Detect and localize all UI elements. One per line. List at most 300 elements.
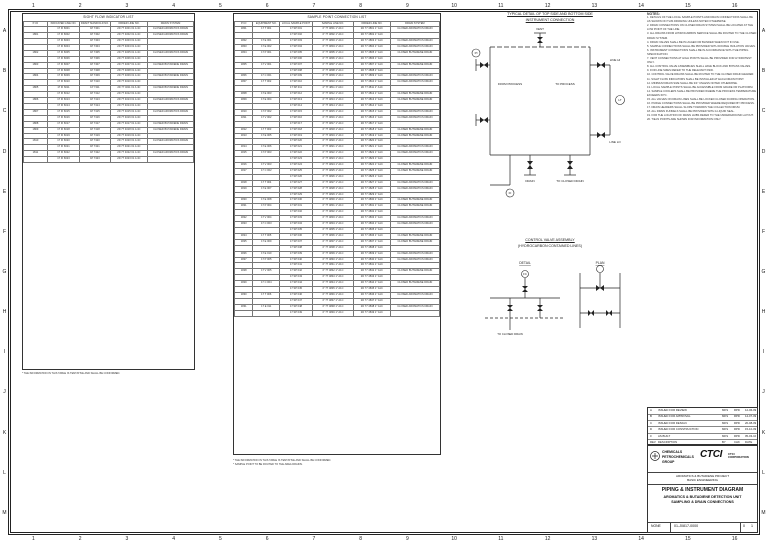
table-cell: CLOSED BUTADIENE DRAIN bbox=[390, 50, 439, 56]
table-cell: CLOSED AROMATICS DRAIN bbox=[390, 74, 439, 80]
table-title: SIGHT FLOW INDICATOR LIST bbox=[23, 14, 194, 22]
table-cell: 17 FI 6013 bbox=[47, 98, 79, 104]
note-item: 19. FOR THE LOCATION OF DRAIN HUBS REFER TO THE UNDERGROUND LAYOUT. bbox=[647, 114, 754, 118]
table-cell: CLOSED AROMATICS DRAIN bbox=[390, 115, 439, 121]
table-row bbox=[235, 186, 440, 192]
table-cell: 2D 77 4808 1" A1C bbox=[353, 68, 390, 74]
table-cell: 1P 7414 bbox=[80, 103, 111, 109]
table-cell bbox=[235, 310, 253, 316]
table-cell: 2D 77 4823 1" A1C bbox=[353, 157, 390, 163]
table-cell: 17 SP 029 bbox=[280, 192, 313, 198]
row-marker: D bbox=[761, 148, 766, 155]
revision-number: 0 bbox=[743, 524, 745, 528]
table-cell: 17 SP 038 bbox=[280, 245, 313, 251]
table-cell: 17 SP 030 bbox=[280, 198, 313, 204]
table-cell: 17 V 005 bbox=[253, 269, 280, 275]
table-cell: 2D 77 4841 1" A1C bbox=[353, 263, 390, 269]
note-item: 13. LOCAL SAMPLE POINTS SHALL BE ACCESSIBLE FROM GRADE OR PLATFORM. bbox=[647, 85, 754, 89]
fi-tag: FI bbox=[508, 191, 512, 195]
table-cell: 4" 77 4830 1" A1C bbox=[312, 198, 353, 204]
table-footnote: * THE INFORMATION IN THIS TABLE IS TENTATIVE AND SHALL BE CONFIRMED. bbox=[233, 459, 332, 462]
column-marker: 6 bbox=[265, 536, 269, 542]
table-cell: 17 SP 024 bbox=[280, 163, 313, 169]
table-cell: CLOSED AROMATICS DRAIN bbox=[148, 98, 194, 104]
revision-cell: D bbox=[650, 427, 653, 432]
table-cell: 17 SP 020 bbox=[280, 139, 313, 145]
column-header: DRAIN SYSTEM bbox=[390, 22, 439, 27]
revision-cell: ISSUED FOR CONSTRUCTION bbox=[658, 427, 699, 432]
revision-cell: RPD bbox=[734, 414, 740, 419]
table-cell: 2D 77 4010 01 A 4C bbox=[110, 80, 147, 86]
table-cell: 17 SP 049 bbox=[280, 310, 313, 316]
table-row bbox=[235, 310, 440, 316]
table-cell: 17 SP 039 bbox=[280, 251, 313, 257]
revision-cell: BY bbox=[722, 440, 726, 444]
table-cell: 1823 bbox=[235, 222, 253, 228]
table-cell: 4" 77 4821 1" A1C bbox=[312, 145, 353, 151]
table-cell: 17 C 002 bbox=[253, 168, 280, 174]
table-cell: 1808 bbox=[235, 92, 253, 98]
revision-cell: CHK bbox=[734, 440, 740, 444]
table-cell: 2D 77 4836 1" A1C bbox=[353, 233, 390, 239]
table-cell bbox=[24, 157, 48, 163]
row-marker: A bbox=[761, 28, 766, 35]
revision-cell: MKS bbox=[722, 408, 729, 412]
table-cell: 4" 77 4809 1" A1C bbox=[312, 74, 353, 80]
column-marker: 7 bbox=[312, 536, 316, 542]
table-row bbox=[235, 163, 440, 169]
table-row bbox=[235, 27, 440, 33]
table-cell: 4" 77 4801 1" A1C bbox=[312, 27, 353, 33]
table-cell: 1828 bbox=[235, 269, 253, 275]
table-cell: 4" 77 4844 1" A1C bbox=[312, 281, 353, 287]
column-marker: 2 bbox=[78, 3, 82, 9]
table-row bbox=[235, 281, 440, 287]
table-cell: 17 FI 6010 bbox=[47, 80, 79, 86]
table-cell: CLOSED AROMATICS DRAIN bbox=[148, 33, 194, 39]
table-cell: 4" 77 4845 1" A1C bbox=[312, 287, 353, 293]
sight-flow-indicator-table bbox=[22, 13, 195, 370]
column-header: ORDER LINE NO. bbox=[353, 22, 390, 27]
table-cell: CLOSED BUTADIENE DRAIN bbox=[390, 133, 439, 139]
table-cell: 17 SP 009 bbox=[280, 74, 313, 80]
row-marker: J bbox=[762, 389, 765, 396]
table-cell: 1827 bbox=[235, 257, 253, 263]
note-item: 15. ALL VALVES ON DRAIN LINES SHALL BE LOCKED CLOSED DURING OPERATION. bbox=[647, 97, 755, 101]
revision-cell: 0 bbox=[650, 433, 652, 438]
column-marker: 12 bbox=[544, 536, 551, 542]
table-cell: 1819 bbox=[235, 186, 253, 192]
table-cell: 2D 77 4811 1" A1C bbox=[353, 86, 390, 92]
row-marker: G bbox=[761, 269, 766, 275]
column-marker: 4 bbox=[172, 3, 176, 9]
pi-tag: PI bbox=[474, 51, 478, 55]
client-name-line2: PETROCHEMICALS bbox=[662, 455, 694, 459]
table-cell: 1P 7403 bbox=[80, 39, 111, 45]
table-cell: CLOSED BUTADIENE DRAIN bbox=[390, 281, 439, 287]
table-cell: 1822 bbox=[235, 216, 253, 222]
table-cell: 2D 77 4844 1" A1C bbox=[353, 281, 390, 287]
column-header: SAMPLE LINE NO. bbox=[312, 22, 353, 27]
table-cell: 2D 77 4849 1" A1C bbox=[353, 310, 390, 316]
table-cell: 1810 bbox=[24, 139, 48, 145]
row-marker: M bbox=[761, 509, 766, 516]
table-cell: 2D 77 4802 1" A1C bbox=[353, 33, 390, 39]
table-cell bbox=[148, 157, 194, 163]
revision-cell: 12-06-09 bbox=[745, 408, 757, 412]
table-cell: CLOSED BUTADIENE DRAIN bbox=[148, 86, 194, 92]
table-cell: 1826 bbox=[235, 251, 253, 257]
client-logo bbox=[650, 449, 698, 471]
table-cell: 2D 77 4842 1" A1C bbox=[353, 269, 390, 275]
table-cell: 2D 77 4807 1" A1C bbox=[353, 62, 390, 68]
table-cell: 4" 77 4818 1" A1C bbox=[312, 127, 353, 133]
table-cell: 17 FI 6023 bbox=[47, 157, 79, 163]
table-cell: CLOSED AROMATICS DRAIN bbox=[148, 27, 194, 33]
table-cell: CLOSED AROMATICS DRAIN bbox=[390, 151, 439, 157]
table-cell: 1802 bbox=[24, 50, 48, 56]
table-cell: 2D 77 4810 1" A1C bbox=[353, 80, 390, 86]
fc-tag: FC bbox=[523, 272, 527, 276]
revision-cell: RPD bbox=[734, 427, 740, 432]
table-cell: 17 SP 032 bbox=[280, 210, 313, 216]
revision-table bbox=[647, 407, 758, 445]
table-cell: 4" 77 4839 1" A1C bbox=[312, 251, 353, 257]
table-cell: 4" 77 4835 1" A1C bbox=[312, 228, 353, 234]
table-cell: 2D 77 4805 1" A1C bbox=[353, 50, 390, 56]
table-cell: 17 FI 6018 bbox=[47, 127, 79, 133]
table-cell: CLOSED BUTADIENE DRAIN bbox=[390, 163, 439, 169]
table-cell: 1P 7418 bbox=[80, 127, 111, 133]
table-cell: 17 E 008 bbox=[253, 198, 280, 204]
revision-cell: 15-10-09 bbox=[745, 427, 757, 432]
column-marker: 16 bbox=[731, 536, 738, 542]
column-marker: 5 bbox=[218, 536, 222, 542]
table-cell: 17 SP 046 bbox=[280, 292, 313, 298]
table-cell: 4" 77 4812 1" A1C bbox=[312, 92, 353, 98]
table-cell: 2D 77 4845 1" A1C bbox=[353, 287, 390, 293]
table-cell: 2D 77 4812 1" A1C bbox=[353, 92, 390, 98]
column-marker: 11 bbox=[498, 536, 504, 542]
drawing-subtitle: AROMATICS & BUTADIENE DETECTION UNIT bbox=[663, 495, 742, 499]
revision-cell: RPD bbox=[734, 420, 740, 425]
table-cell: 17 SP 008 bbox=[280, 68, 313, 74]
row-marker: I bbox=[762, 349, 765, 356]
table-cell: CLOSED AROMATICS DRAIN bbox=[390, 80, 439, 86]
column-marker: 14 bbox=[638, 3, 644, 9]
table-cell: CLOSED AROMATICS DRAIN bbox=[390, 39, 439, 45]
table-cell: 2D 77 4001 01 A 4C bbox=[110, 27, 147, 33]
note-item: 1. DETAILS OF THE LOCAL SAMPLE POINTS AND DRAIN CONNECTIONS SHALL BE AS SHOWN ON THIS DRAWING UNLESS NOTED OTHERWISE. bbox=[647, 16, 753, 24]
detail-label: DETAIL bbox=[519, 261, 531, 265]
table-cell: 17 T 004 bbox=[253, 180, 280, 186]
table-cell: CLOSED BUTADIENE DRAIN bbox=[390, 92, 439, 98]
line-lo-label: LINE LO bbox=[609, 140, 621, 144]
note-item: 11. SIGHT FLOW INDICATORS SHALL BE INSTALLED AT EACH DRAIN POINT. bbox=[647, 77, 745, 81]
table-cell: 2D 77 4015 01 A 4C bbox=[110, 109, 147, 115]
table-cell: 2D 77 4011 01 A 4C bbox=[110, 86, 147, 92]
table-cell: 17 SP 010 bbox=[280, 80, 313, 86]
table-cell: 1P 7412 bbox=[80, 92, 111, 98]
table-cell: CLOSED AROMATICS DRAIN bbox=[148, 109, 194, 115]
table-cell: 2D 77 4824 1" A1C bbox=[353, 163, 390, 169]
revision-cell: RPD bbox=[734, 433, 740, 438]
instrument-connection-diagram bbox=[470, 25, 635, 210]
table-cell: 2D 77 4013 01 A 4C bbox=[110, 98, 147, 104]
table-cell: 17 SP 031 bbox=[280, 204, 313, 210]
table-row bbox=[235, 115, 440, 121]
table-cell: 2D 77 4006 01 A 4C bbox=[110, 56, 147, 62]
note-item: 17. DRAIN HEADERS SHALL SLOPE TOWARDS THE COLLECTION DRUM. bbox=[647, 106, 741, 110]
table-cell: 17 SP 003 bbox=[280, 39, 313, 45]
column-marker: 8 bbox=[359, 3, 363, 9]
table-cell: 1P 7421 bbox=[80, 145, 111, 151]
table-cell: 2D 77 4022 01 A 4C bbox=[110, 151, 147, 157]
table-cell: 2D 77 4803 1" A1C bbox=[353, 39, 390, 45]
table-cell: 17 SP 048 bbox=[280, 304, 313, 310]
table-cell: 1820 bbox=[235, 198, 253, 204]
table-cell: 17 P 004 bbox=[253, 204, 280, 210]
table-cell: 4" 77 4803 1" A1C bbox=[312, 39, 353, 45]
table-cell: 17 E 002 bbox=[253, 44, 280, 50]
table-row bbox=[235, 39, 440, 45]
table-cell: 2D 77 4023 01 A 4C bbox=[110, 157, 147, 163]
table-cell: 17 E 010 bbox=[253, 251, 280, 257]
closed-drain-label: TO CLOSED DRAIN bbox=[497, 332, 523, 336]
table-cell: 2D 77 4004 01 A 4C bbox=[110, 44, 147, 50]
table-cell: 2D 77 4820 1" A1C bbox=[353, 139, 390, 145]
table-cell: CLOSED AROMATICS DRAIN bbox=[390, 257, 439, 263]
table-cell: 17 C 001 bbox=[253, 74, 280, 80]
table-cell: 17 SP 014 bbox=[280, 103, 313, 109]
column-marker: 4 bbox=[172, 536, 176, 542]
row-marker: L bbox=[3, 469, 6, 476]
table-cell: 17 FI 6017 bbox=[47, 121, 79, 127]
drain-label: DRAIN bbox=[525, 179, 535, 183]
table-cell: 17 FI 6007 bbox=[47, 62, 79, 68]
table-cell: 2D 77 4829 1" A1C bbox=[353, 192, 390, 198]
table-cell: 2D 77 4818 1" A1C bbox=[353, 127, 390, 133]
table-cell: 17 FI 6006 bbox=[47, 56, 79, 62]
row-marker: C bbox=[761, 108, 766, 115]
table-cell: 2D 77 4806 1" A1C bbox=[353, 56, 390, 62]
table-cell: CLOSED AROMATICS DRAIN bbox=[148, 139, 194, 145]
note-item: 18. ALL DRAIN FUNNELS SHALL BE PROVIDED WITH A LIQUID SEAL. bbox=[647, 110, 735, 114]
table-cell: 2D 77 4005 01 A 4C bbox=[110, 50, 147, 56]
column-marker: 3 bbox=[125, 536, 129, 542]
table-cell: 1804 bbox=[235, 50, 253, 56]
contractor-logo bbox=[700, 449, 757, 471]
diagram-title: CONTROL VALVE ASSEMBLY bbox=[525, 238, 575, 242]
table-cell: 4" 77 4842 1" A1C bbox=[312, 269, 353, 275]
table-cell: 17 SP 022 bbox=[280, 151, 313, 157]
table-cell: 1808 bbox=[24, 121, 48, 127]
table-cell: 1P 7411 bbox=[80, 86, 111, 92]
column-header: P.I.D bbox=[235, 22, 253, 27]
revision-cell: A bbox=[650, 408, 652, 412]
table-cell: 17 FI 6019 bbox=[47, 133, 79, 139]
table-cell: 1824 bbox=[235, 233, 253, 239]
table-cell: CLOSED BUTADIENE DRAIN bbox=[148, 127, 194, 133]
table-row bbox=[235, 216, 440, 222]
table-cell: 4" 77 4825 1" A1C bbox=[312, 168, 353, 174]
table-cell: 2D 77 4819 1" A1C bbox=[353, 133, 390, 139]
table-cell: 17 FI 6021 bbox=[47, 145, 79, 151]
table-cell: 17 SP 047 bbox=[280, 298, 313, 304]
table-cell: 17 SP 042 bbox=[280, 269, 313, 275]
column-marker: 9 bbox=[405, 3, 409, 9]
table-cell: CLOSED BUTADIENE DRAIN bbox=[390, 239, 439, 245]
column-marker: 10 bbox=[451, 3, 457, 9]
note-item: 10. CONTROL VALVE DRAINS SHALL BE ROUTED TO THE CLOSED DRAIN HEADER. bbox=[647, 73, 755, 77]
table-cell: 17 FI 6005 bbox=[47, 50, 79, 56]
table-cell: 2D 77 4821 1" A1C bbox=[353, 145, 390, 151]
table-cell: 17 SP 002 bbox=[280, 33, 313, 39]
table-cell: 1803 bbox=[24, 62, 48, 68]
scale-value: NONE bbox=[651, 524, 661, 528]
table-cell: 1817 bbox=[235, 168, 253, 174]
diagram-subtitle: (HYDROCARBON CONTAINED LINES) bbox=[517, 244, 583, 248]
table-cell: 17 SP 019 bbox=[280, 133, 313, 139]
table-row bbox=[235, 44, 440, 50]
from-process-label: FROM PROCESS bbox=[497, 82, 523, 86]
table-cell: 17 C 003 bbox=[253, 222, 280, 228]
table-cell: 17 SP 001 bbox=[280, 27, 313, 33]
table-cell: CLOSED AROMATICS DRAIN bbox=[390, 27, 439, 33]
table-cell: 17 SP 036 bbox=[280, 233, 313, 239]
table-cell: 1P 7417 bbox=[80, 121, 111, 127]
table-cell: 1818 bbox=[235, 180, 253, 186]
table-cell: 4" 77 4833 1" A1C bbox=[312, 216, 353, 222]
table-cell: 17 T 002 bbox=[253, 80, 280, 86]
table-cell: CLOSED AROMATICS DRAIN bbox=[148, 151, 194, 157]
column-header: ORDER LINE NO. bbox=[110, 22, 147, 27]
column-marker: 3 bbox=[125, 3, 129, 9]
table-cell: 1809 bbox=[235, 98, 253, 104]
table-cell: 1P 7410 bbox=[80, 80, 111, 86]
table-cell: 17 P 005 bbox=[253, 257, 280, 263]
note-item: 4. DRAIN VALVES SHALL BE PLUGGED OR BLINDED WHEN NOT IN USE. bbox=[647, 40, 740, 44]
table-cell: 1807 bbox=[24, 109, 48, 115]
project-subtitle: BASIC ENGINEERING bbox=[687, 478, 718, 482]
table-cell: 2D 77 4846 1" A1C bbox=[353, 292, 390, 298]
notes-heading: NOTES: bbox=[647, 12, 660, 16]
contractor-name: CTCI CORPORATION bbox=[728, 452, 749, 460]
table-cell: 17 E 003 bbox=[253, 92, 280, 98]
table-row bbox=[235, 198, 440, 204]
table-cell: 17 SP 033 bbox=[280, 216, 313, 222]
table-cell: CLOSED BUTADIENE DRAIN bbox=[390, 168, 439, 174]
table-cell: 2D 77 4831 1" A1C bbox=[353, 204, 390, 210]
table-cell: 4" 77 4840 1" A1C bbox=[312, 257, 353, 263]
table-footnote: * SAMPLE POINT TO BE ROUTED TO THE AREA DRAINS. bbox=[233, 463, 303, 466]
table-cell: 4" 77 4837 1" A1C bbox=[312, 239, 353, 245]
table-cell: 17 SP 012 bbox=[280, 92, 313, 98]
table-cell: 4" 77 4841 1" A1C bbox=[312, 263, 353, 269]
table-cell: 17 SP 040 bbox=[280, 257, 313, 263]
column-marker: 1 bbox=[31, 3, 35, 9]
note-item: 20. TIE-IN POINTS ARE SHOWN FOR INFORMATION ONLY. bbox=[647, 118, 722, 122]
revision-cell: REV bbox=[650, 440, 656, 444]
table-cell: 1P 7423 bbox=[80, 157, 111, 163]
revision-cell: MKS bbox=[722, 420, 729, 425]
line-hi-label: LINE HI bbox=[609, 58, 621, 62]
table-cell: 17 SP 015 bbox=[280, 109, 313, 115]
table-cell: 4" 77 4808 1" A1C bbox=[312, 68, 353, 74]
table-cell: 17 FI 6001 bbox=[47, 27, 79, 33]
table-cell: 2D 77 4003 01 A 4C bbox=[110, 39, 147, 45]
note-item: 5. SAMPLE CONNECTIONS SHALL BE PROVIDED WITH DOUBLE ISOLATION VALVES. bbox=[647, 44, 756, 48]
row-marker: I bbox=[3, 349, 6, 356]
table-cell: 17 SP 004 bbox=[280, 44, 313, 50]
table-cell: 17 V 004 bbox=[253, 216, 280, 222]
column-marker: 10 bbox=[451, 536, 457, 542]
client-name-line1: CHEMICALS bbox=[662, 450, 683, 454]
table-cell: 17 C 004 bbox=[253, 281, 280, 287]
column-header: LOCAL SAMPLE POINT bbox=[280, 22, 313, 27]
control-valve-assembly-diagram bbox=[480, 258, 630, 338]
note-item: 12. MINIMUM DRAIN SIZE SHALL BE 3/4" UNLESS NOTED OTHERWISE. bbox=[647, 81, 738, 85]
table-cell: 4" 77 4847 1" A1C bbox=[312, 298, 353, 304]
table-cell: 4" 77 4810 1" A1C bbox=[312, 80, 353, 86]
table-cell: 4" 77 4822 1" A1C bbox=[312, 151, 353, 157]
table-cell: 2D 77 4848 1" A1C bbox=[353, 304, 390, 310]
table-cell: 17 E 007 bbox=[253, 186, 280, 192]
table-cell: CLOSED AROMATICS DRAIN bbox=[390, 292, 439, 298]
table-cell: 17 E 006 bbox=[253, 145, 280, 151]
revision-cell: B bbox=[650, 414, 652, 419]
table-cell: 17 E 004 bbox=[253, 98, 280, 104]
column-marker: 8 bbox=[359, 536, 363, 542]
table-cell: 2D 77 4020 01 A 4C bbox=[110, 139, 147, 145]
table-row bbox=[235, 251, 440, 257]
table-cell: 17 FI 6016 bbox=[47, 115, 79, 121]
table-cell: 4" 77 4820 1" A1C bbox=[312, 139, 353, 145]
table-cell: 4" 77 4811 1" A1C bbox=[312, 86, 353, 92]
table-row bbox=[235, 204, 440, 210]
vent-label: VENT bbox=[535, 27, 545, 31]
table-cell: 17 FI 6004 bbox=[47, 44, 79, 50]
table-row bbox=[235, 239, 440, 245]
note-item: 16. PURGE CONNECTIONS SHALL BE PROVIDED WHERE REQUIRED BY PROCESS. bbox=[647, 102, 755, 106]
table-row bbox=[235, 80, 440, 86]
table-row bbox=[235, 304, 440, 310]
table-cell: 1810 bbox=[235, 109, 253, 115]
table-cell: 4" 77 4832 1" A1C bbox=[312, 210, 353, 216]
table-cell: 2D 77 4833 1" A1C bbox=[353, 216, 390, 222]
revision-cell: 05-03-10 bbox=[745, 433, 757, 438]
table-cell: 1P 7409 bbox=[80, 74, 111, 80]
table-row bbox=[235, 127, 440, 133]
table-cell: 1P 7416 bbox=[80, 115, 111, 121]
table-cell: 17 V 001 bbox=[253, 62, 280, 68]
row-marker: K bbox=[2, 429, 7, 436]
table-cell: 2D 77 4018 01 A 4C bbox=[110, 127, 147, 133]
table-title: SAMPLE POINT CONNECTION LIST bbox=[234, 14, 440, 22]
note-item: 7. VENT CONNECTIONS AT HIGH POINTS SHALL BE PROVIDED FOR HYDROTEST ONLY. bbox=[647, 57, 752, 65]
column-marker: 2 bbox=[78, 536, 82, 542]
table-cell: 2D 77 4847 1" A1C bbox=[353, 298, 390, 304]
table-cell: 2D 77 4809 1" A1C bbox=[353, 74, 390, 80]
table-cell: CLOSED BUTADIENE DRAIN bbox=[390, 62, 439, 68]
table-cell: CLOSED BUTADIENE DRAIN bbox=[148, 121, 194, 127]
table-cell: 1806 bbox=[24, 98, 48, 104]
table-cell: 17 SP 028 bbox=[280, 186, 313, 192]
table-cell: 1P 7408 bbox=[80, 68, 111, 74]
table-cell: 1805 bbox=[24, 86, 48, 92]
table-cell: 2D 77 4007 01 A 4C bbox=[110, 62, 147, 68]
revision-cell: MKS bbox=[722, 433, 729, 438]
